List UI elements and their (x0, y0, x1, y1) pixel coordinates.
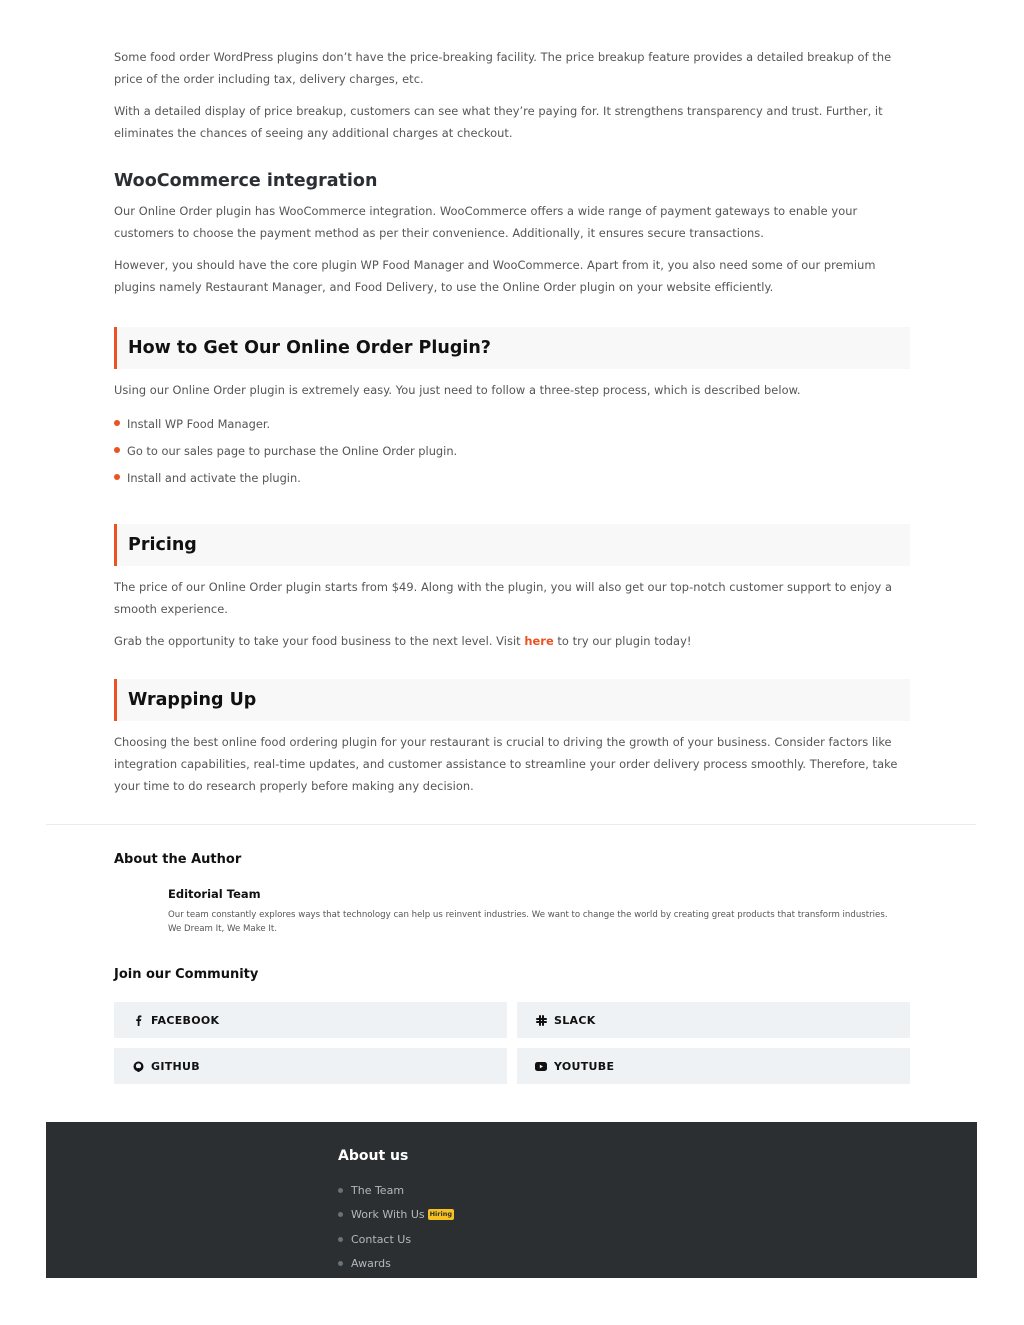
paragraph: Using our Online Order plugin is extremely easy. You just need to follow a three-step process, which is described below. (114, 383, 801, 397)
bullet-dot-icon (338, 1188, 343, 1193)
howto-section (114, 327, 910, 492)
footer-link-contact[interactable]: Contact Us (338, 1227, 454, 1252)
footer-about-title: About us (338, 1148, 409, 1164)
paragraph: With a detailed display of price breakup, customers can see what they’re paying for. It strengthens transparency and trust. Further, it eliminates the chances of seeing any additional charges at checkout. (114, 104, 883, 140)
author-section-title: About the Author (114, 852, 242, 867)
slack-icon (535, 1014, 547, 1026)
github-icon (132, 1060, 144, 1072)
section-heading: Pricing (128, 535, 197, 555)
author-bio: Our team constantly explores ways that technology can help us reinvent industries. We want to change the world by creating great products that transform industries. We Dream It, We Make It. (168, 910, 888, 934)
pricing-section (114, 524, 910, 662)
intro-section (114, 46, 910, 154)
footer (46, 1122, 977, 1278)
here-link[interactable]: here (524, 634, 554, 648)
paragraph: Choosing the best online food ordering plugin for your restaurant is crucial to driving the growth of your business. Consider factors like integration capabilities, real-time updates, and customer assistance to streamline your order delivery process smoothly. Therefore, take your time to do research properly before making any decision. (114, 735, 898, 793)
paragraph: Grab the opportunity to take your food business to the next level. Visit here to try our plugin today! (114, 634, 692, 648)
wrapping-up-section (114, 679, 910, 807)
footer-link-work-with-us[interactable]: Work With Us Hiring (338, 1203, 454, 1228)
steps-list (114, 411, 910, 492)
divider (46, 824, 976, 825)
list-item: Install and activate the plugin. (114, 465, 910, 492)
footer-link-awards[interactable]: Awards (338, 1252, 454, 1277)
github-button[interactable]: GITHUB (114, 1048, 507, 1084)
footer-link-team[interactable]: The Team (338, 1178, 454, 1203)
paragraph: Our Online Order plugin has WooCommerce integration. WooCommerce offers a wide range of payment gateways to enable your customers to choose the payment method as per their convenience. Additionally, it ensures secure transactions. (114, 204, 858, 240)
bullet-dot-icon (338, 1237, 343, 1242)
section-heading: WooCommerce integration (114, 171, 378, 191)
section-heading-box (114, 679, 910, 721)
bullet-dot-icon (114, 420, 120, 426)
section-heading: Wrapping Up (128, 690, 257, 710)
community-title: Join our Community (114, 967, 259, 982)
youtube-icon (535, 1060, 547, 1072)
slack-button[interactable]: SLACK (517, 1002, 910, 1038)
hiring-badge: Hiring (429, 1210, 452, 1219)
section-heading-box (114, 524, 910, 566)
bullet-dot-icon (114, 447, 120, 453)
list-item: Go to our sales page to purchase the Online Order plugin. (114, 438, 910, 465)
author-name[interactable]: Editorial Team (168, 887, 261, 901)
youtube-button[interactable]: YOUTUBE (517, 1048, 910, 1084)
section-heading-box (114, 327, 910, 369)
facebook-button[interactable]: FACEBOOK (114, 1002, 507, 1038)
woocommerce-section (114, 170, 910, 308)
facebook-icon (132, 1014, 144, 1026)
paragraph: The price of our Online Order plugin starts from $49. Along with the plugin, you will also get our top-notch customer support to enjoy a smooth experience. (114, 580, 893, 616)
section-heading: How to Get Our Online Order Plugin? (128, 338, 491, 358)
paragraph: Some food order WordPress plugins don’t have the price-breaking facility. The price breakup feature provides a detailed breakup of the price of the order including tax, delivery charges, etc. (114, 50, 892, 86)
bullet-dot-icon (338, 1212, 343, 1217)
footer-about-list (338, 1178, 454, 1276)
list-item: Install WP Food Manager. (114, 411, 910, 438)
bullet-dot-icon (114, 474, 120, 480)
paragraph: However, you should have the core plugin WP Food Manager and WooCommerce. Apart from it, you also need some of our premium plugins namely Restaurant Manager, and Food Delivery, to use the Online Order plugin on your website efficiently. (114, 258, 876, 294)
bullet-dot-icon (338, 1261, 343, 1266)
